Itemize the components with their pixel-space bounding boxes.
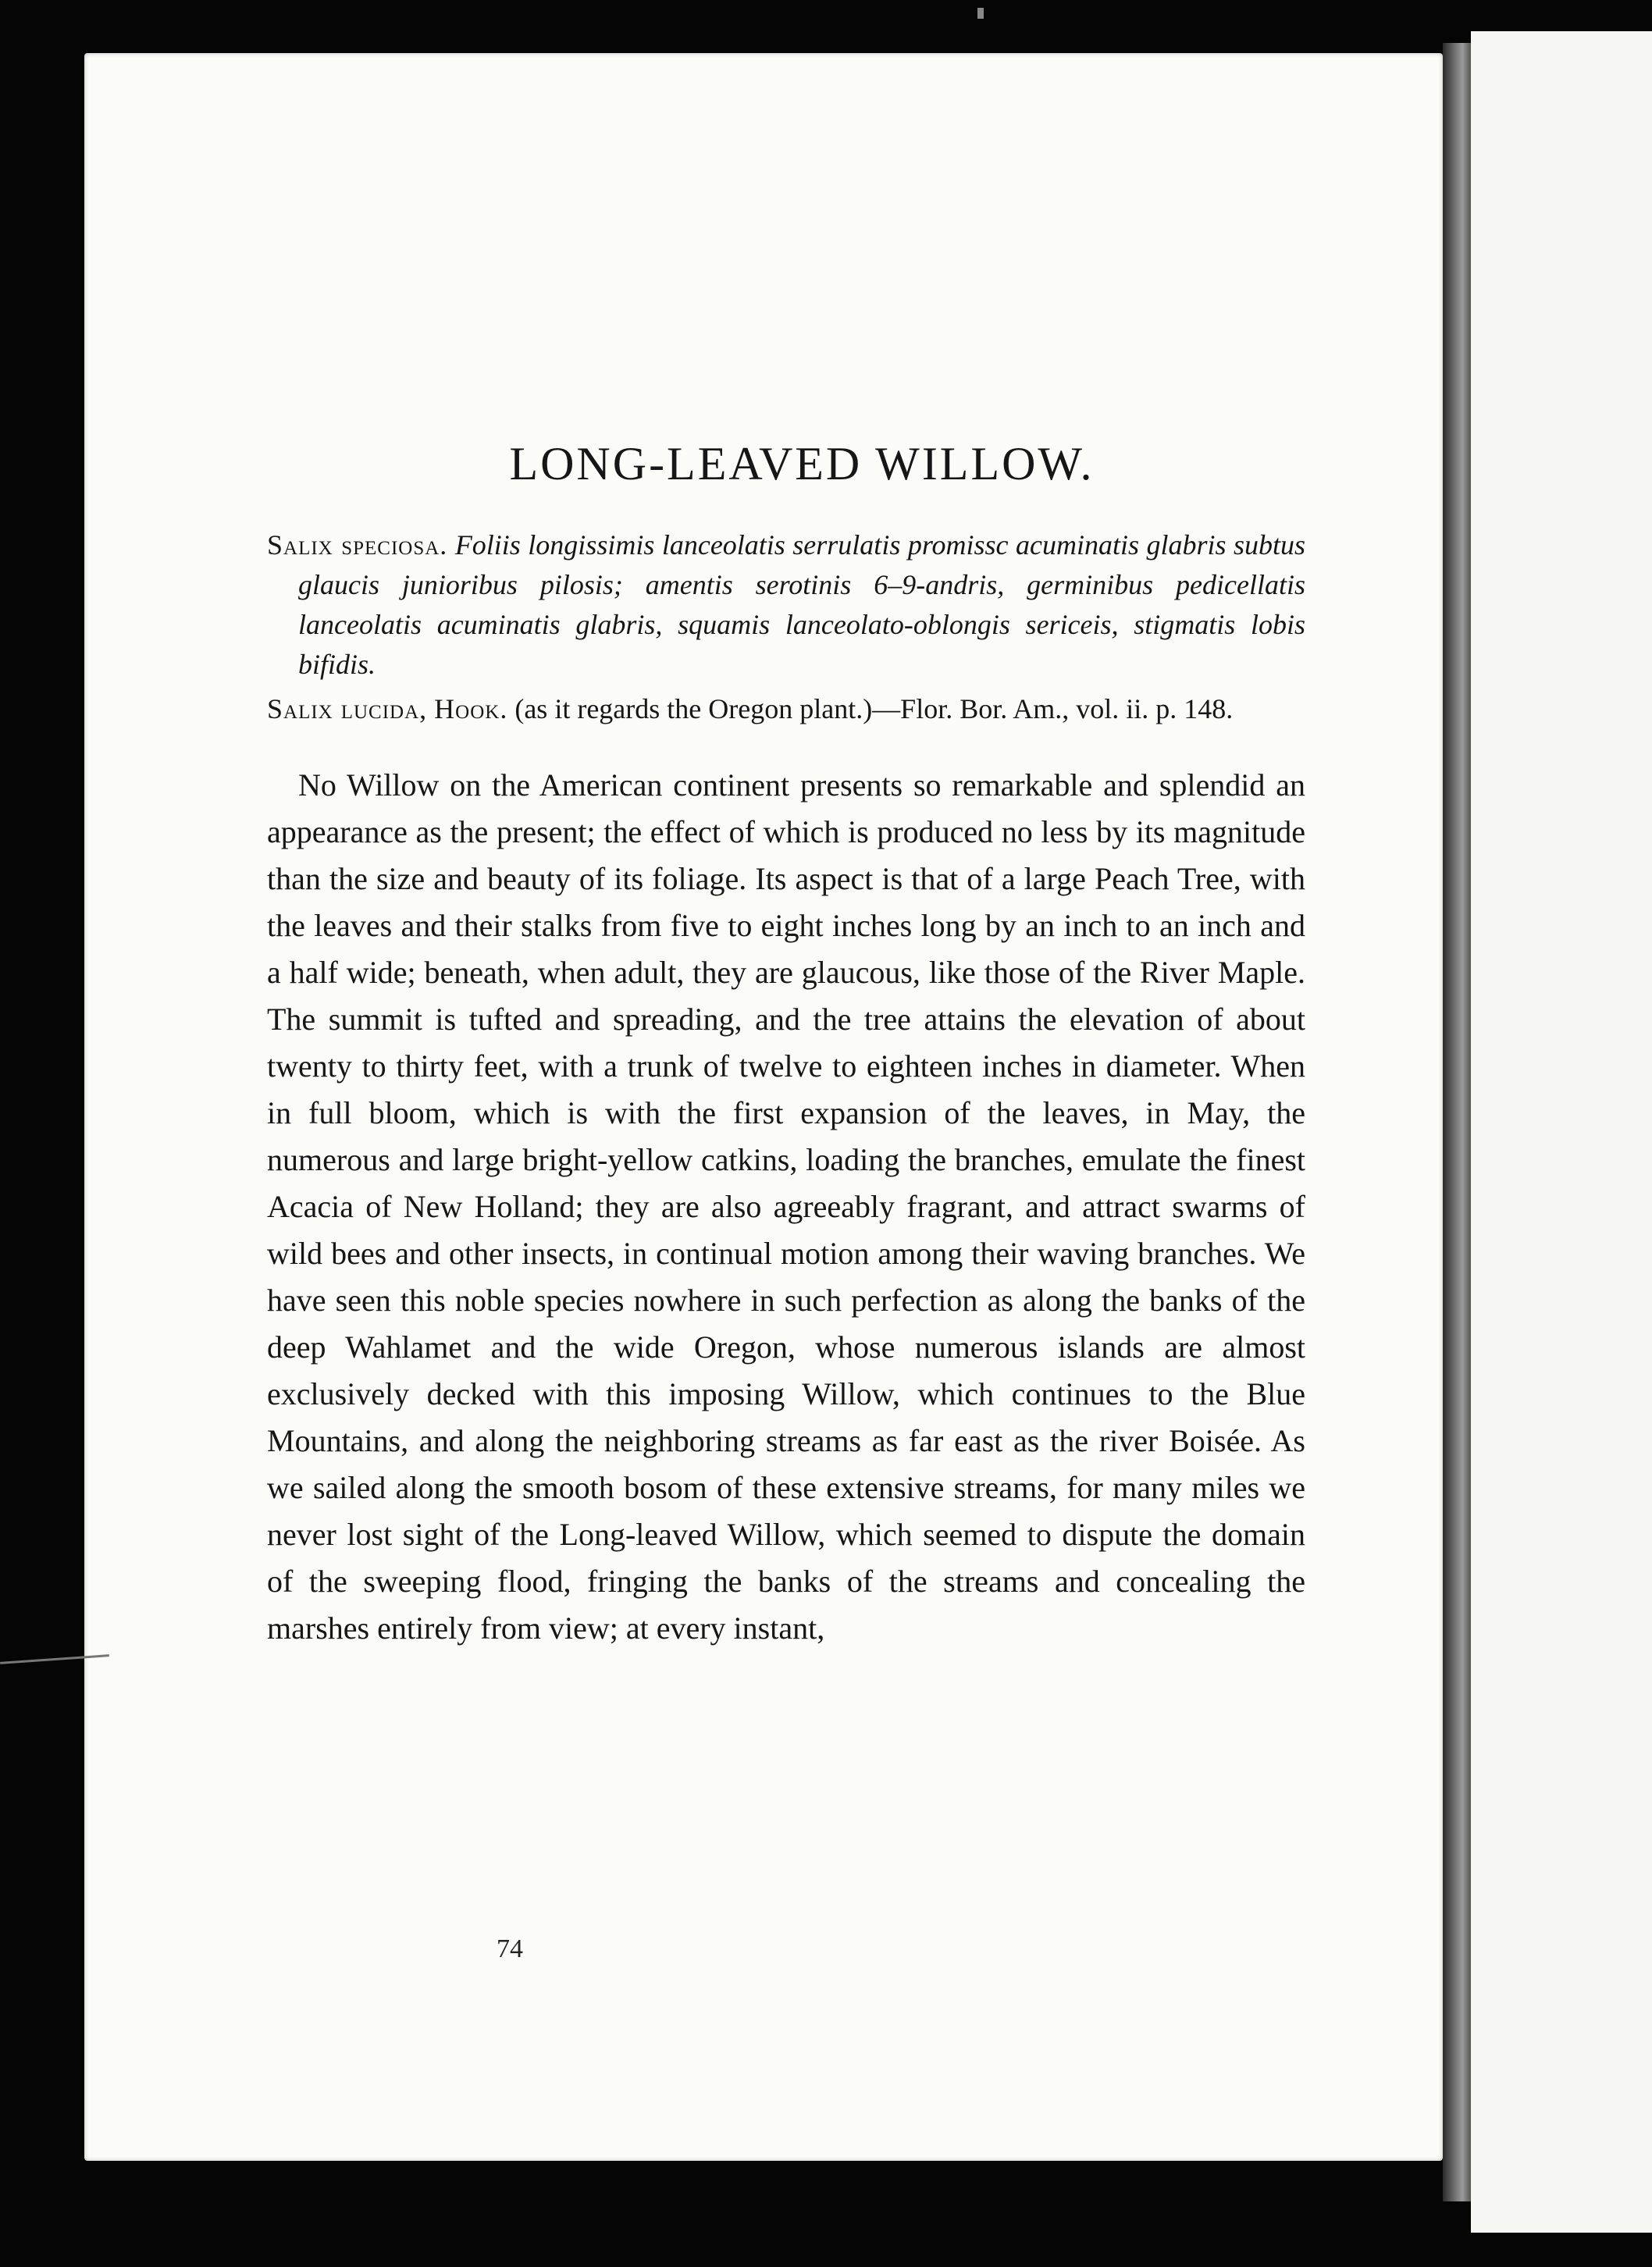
synonym-entry-1 xyxy=(267,525,1305,685)
synonym-2-name: Salix lucida, xyxy=(267,693,428,724)
page-title: LONG-LEAVED WILLOW. xyxy=(509,438,1095,489)
book-gutter xyxy=(1443,43,1471,2201)
synonym-2-author: Hook. xyxy=(434,693,508,724)
scan-speck xyxy=(977,8,984,19)
page-content xyxy=(267,437,1305,1683)
page-number: 74 xyxy=(497,1934,523,1963)
synonym-1-name: Salix speciosa. xyxy=(267,529,448,561)
synonym-1-description: Foliis longissimis lanceolatis serrulatis promissc acuminatis glabris subtus glaucis junioribus pilosis; amentis serotinis 6–9-andris, germinibus pedicellatis lanceolatis acuminatis glabris, squamis lanceolato-oblongis sericeis, stigmatis lobis bifidis. xyxy=(298,529,1305,680)
facing-page-edge xyxy=(1471,31,1652,2233)
synonym-2-reference: (as it regards the Oregon plant.)—Flor. Bor. Am., vol. ii. p. 148. xyxy=(514,693,1234,724)
synonym-entry-2 xyxy=(267,689,1305,729)
body-paragraph: No Willow on the American continent presents so remarkable and splendid an appearance as the present; the effect of which is produced no less by its magnitude than the size and beauty of its foliage. Its aspect is that of a large Peach Tree, with the leaves and their stalks from five to eight inches long by an inch to an inch and a half wide; beneath, when adult, they are glaucous, like those of the River Maple. The summit is tufted and spreading, and the tree attains the elevation of about twenty to thirty feet, with a trunk of twelve to eighteen inches in diameter. When in full bloom, which is with the first expansion of the leaves, in May, the numerous and large bright-yellow catkins, loading the branches, emulate the finest Acacia of New Holland; they are also agreeably fragrant, and attract swarms of wild bees and other insects, in continual motion among their waving branches. We have seen this noble species nowhere in such perfection as along the banks of the deep Wahlamet and the wide Oregon, whose numerous islands are almost exclusively decked with this imposing Willow, which continues to the Blue Mountains, and along the neighboring streams as far east as the river Boisée. As we sailed along the smooth bosom of these extensive streams, for many miles we never lost sight of the Long-leaved Willow, which seemed to dispute the domain of the sweeping flood, fringing the banks of the streams and concealing the marshes entirely from view; at every instant, xyxy=(267,767,1305,1646)
